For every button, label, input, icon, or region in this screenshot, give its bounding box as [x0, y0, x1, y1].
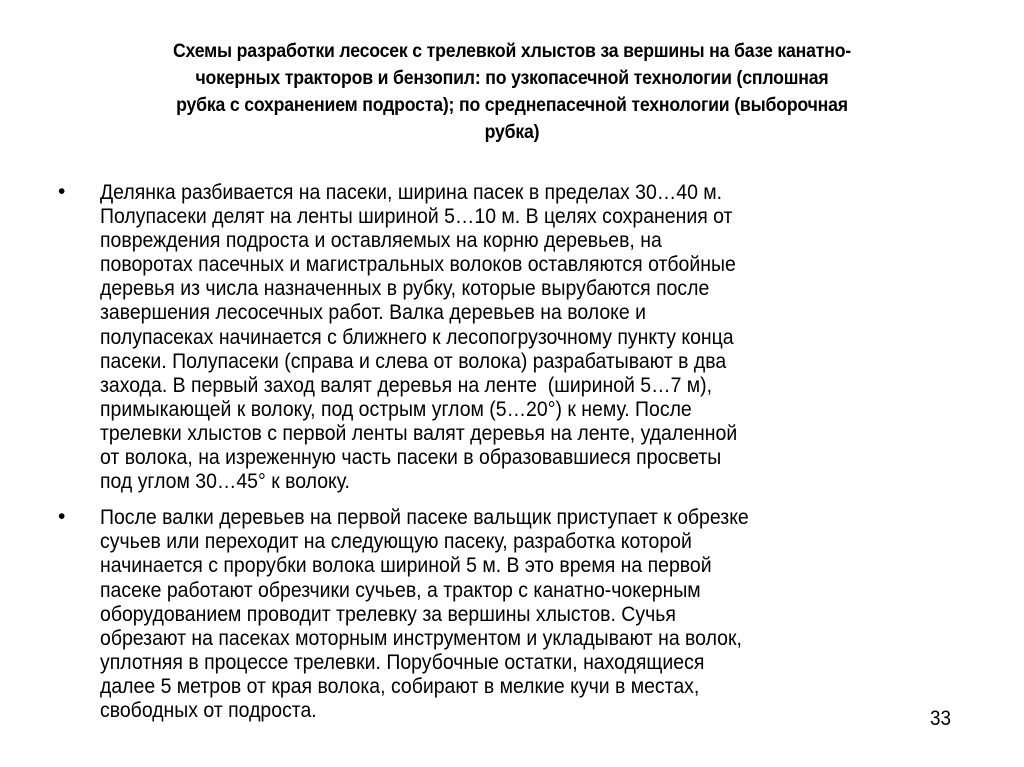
bullet-list [58, 180, 958, 734]
title-line: Схемы разработки лесосек с трелевкой хлыстов за вершины на базе канатно- [172, 41, 852, 62]
bullet-icon: • [58, 180, 66, 203]
text-line: деревья из числа назначенных в рубку, которые вырубаются после [100, 276, 710, 301]
text-line: оборудованием проводит трелевку за вершины хлыстов. Сучья [100, 601, 676, 626]
text-line: пасеке работают обрезчики сучьев, а трактор с канатно-чокерным [100, 577, 701, 602]
text-line: Полупасеки делят на ленты шириной 5…10 м. В целях сохранения от [100, 204, 733, 229]
text-line: пасеки. Полупасеки (справа и слева от волока) разрабатывают в два [100, 348, 727, 373]
text-line: поворотах пасечных и магистральных волоков оставляются отбойные [100, 252, 736, 277]
text-line: начинается с прорубки волока шириной 5 м. В это время на первой [100, 553, 712, 578]
slide-title [82, 38, 941, 146]
text-line: от волока, на изреженную часть пасеки в образовавшиеся просветы [100, 445, 722, 470]
page-number: 33 [930, 707, 952, 730]
text-line: под углом 30…45° к волоку. [100, 469, 350, 494]
text-line: завершения лесосечных работ. Валка деревьев на волоке и [100, 300, 646, 325]
title-line: рубка с сохранением подроста); по среднепасечной технологии (выборочная [176, 95, 848, 116]
bullet-text [100, 180, 969, 493]
bullet-item [58, 505, 958, 722]
bullet-item [58, 180, 958, 493]
text-line: захода. В первый заход валят деревья на ленте (шириной 5…7 м), [100, 372, 713, 397]
text-line: далее 5 метров от края волока, собирают в мелкие кучи в местах, [100, 673, 700, 698]
text-line: трелевки хлыстов с первой ленты валят деревья на ленте, удаленной [100, 420, 738, 445]
text-line: полупасеках начинается с ближнего к лесопогрузочному пункту конца [100, 324, 734, 349]
text-line: уплотняя в процессе трелевки. Порубочные остатки, находящиеся [100, 649, 705, 674]
text-line: обрезают на пасеках моторным инструментом и укладывают на волок, [100, 625, 742, 650]
bullet-text [100, 505, 969, 722]
text-line: Делянка разбивается на пасеки, ширина пасек в пределах 30…40 м. [100, 180, 723, 204]
text-line: свободных от подроста. [100, 697, 317, 722]
text-line: повреждения подроста и оставляемых на корню деревьев, на [100, 228, 662, 253]
text-line: примыкающей к волоку, под острым углом (5…20°) к нему. После [100, 396, 692, 421]
text-line: После валки деревьев на первой пасеке вальщик приступает к обрезке [100, 505, 749, 530]
title-line: рубка) [484, 122, 540, 143]
text-line: сучьев или переходит на следующую пасеку, разработка которой [100, 529, 692, 554]
title-line: чокерных тракторов и бензопил: по узкопасечной технологии (сплошная [195, 68, 829, 89]
bullet-icon: • [58, 505, 66, 529]
